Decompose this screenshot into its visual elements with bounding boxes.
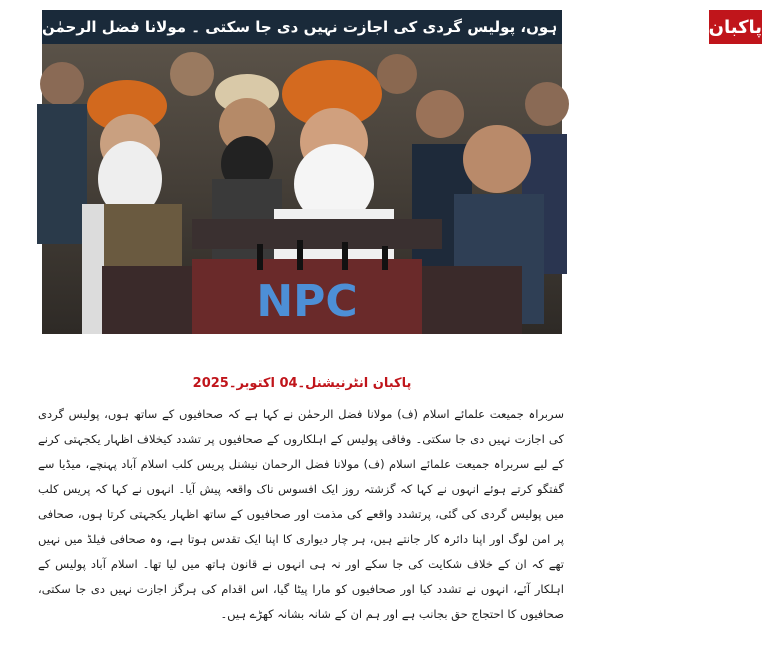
header-bar: [42, 10, 762, 44]
news-photo: [42, 44, 562, 334]
brand-logo[interactable]: پاکبان: [709, 10, 762, 44]
article-body: سربراہ جمیعت علمائے اسلام (ف) مولانا فضل الرحمٰن نے کہا ہے کہ صحافیوں کے ساتھ ہوں، پولیس گردی کی اجازت نہیں دی جا سکتی۔ وفاقی پولیس کے اہلکاروں کے صحافیوں پر تشدد کیخلاف اظہار یکجہتی کرنے کے لیے سربراہ جمیعت علمائے اسلام (ف) مولانا فضل الرحمان نیشنل پریس کلب اسلام آباد پہنچے، میڈیا سے گفتگو کرتے ہوئے انہوں نے کہا کہ گزشتہ روز ایک افسوس ناک واقعہ پیش آیا۔ انہوں نے کہا کہ پریس کلب میں پولیس گردی کی گئی، پرتشدد واقعے کی مذمت اور صحافیوں کے ساتھ اظہار یکجہتی کرتا ہوں، صحافی پر امن لوگ اور اپنا دائرہ کار جانتے ہیں، ہر چار دیواری کا اپنا ایک تقدس ہوتا ہے، وہ صحافی فیلڈ میں نہیں تھے کہ ان کے خلاف شکایت کی جا سکے اور نہ ہی انہوں نے قانون ہاتھ میں لیا تھا۔ اسلام آباد پولیس کے اہلکار آئے، انہوں نے تشدد کیا اور صحافیوں کو مارا پیٹا گیا، اس اقدام کی ہرگز اجازت نہیں دی جا سکتی، صحافیوں کا احتجاج حق بجانب ہے اور ہم ان کے شانہ بشانہ کھڑے ہیں۔: [38, 407, 564, 621]
podium-logo-text: NPC: [256, 276, 358, 327]
dateline: پاکبان انٹرنیشنل۔04 اکتوبر۔2025: [192, 376, 412, 391]
headline: صحافیوں کے ساتھ ہوں، پولیس گردی کی اجازت نہیں دی جا سکتی ۔ مولانا فضل الرحمٰن: [42, 18, 699, 36]
press-conference-image: [42, 44, 562, 334]
